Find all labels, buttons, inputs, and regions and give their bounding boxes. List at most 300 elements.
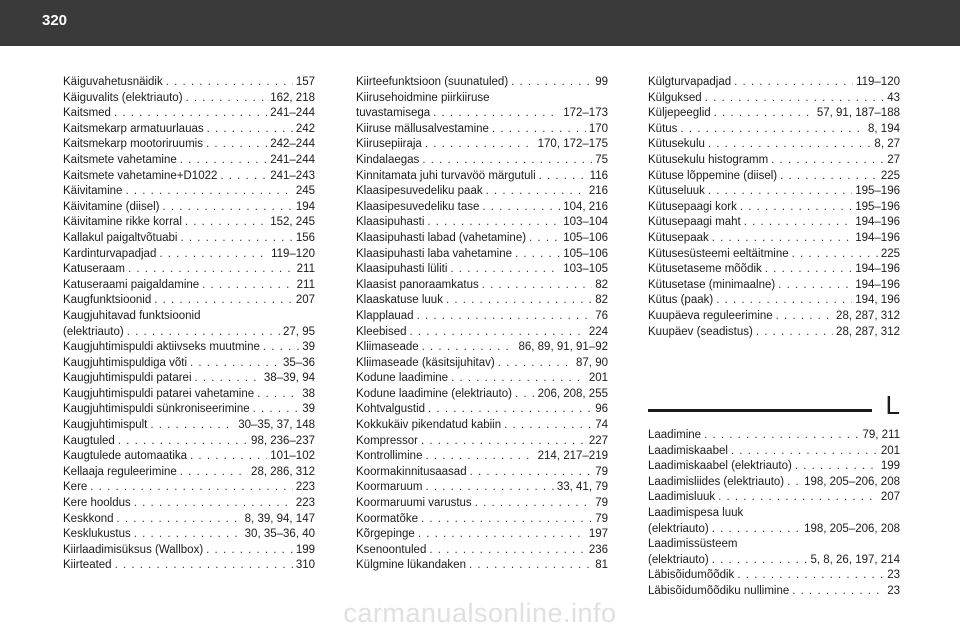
dot-leader [429,543,585,559]
section-header-l [648,390,900,420]
page-reference: 116 [589,169,608,182]
dot-leader [154,293,293,309]
dot-leader [705,91,884,107]
page-reference: 39 [302,341,315,354]
index-term: Kleebised [356,325,407,338]
dot-leader [115,558,293,574]
index-term: Kaugjuhtimispuldi sünkroniseerimine [63,403,250,416]
index-term: (elektriauto) [648,522,709,535]
index-term: Kere [63,481,88,494]
page-reference: 170, 172–175 [537,138,608,151]
dot-leader [771,153,884,169]
dot-leader [207,122,293,138]
index-term: Kütusepaagi kork [648,200,737,213]
page-reference: 195–196 [855,200,900,213]
page-reference: 8, 27 [874,138,900,151]
dot-leader [185,215,267,231]
index-term: Kellaaja reguleerimine [63,465,177,478]
index-entry [648,200,900,216]
index-term: Ksenoontuled [356,543,427,556]
index-column-1 [63,75,315,574]
index-entry [648,215,900,231]
index-term: Kütusesüsteemi eeltäitmine [648,247,789,260]
index-term: Kinnitamata juhi turvavöö märgutuli [356,169,536,182]
dot-leader [90,480,293,496]
index-entry [63,91,315,107]
page-reference: 99 [595,76,608,88]
dot-leader [451,371,586,387]
page-reference: 199 [880,460,900,473]
page-reference: 197 [588,528,608,541]
dot-leader [166,75,293,91]
index-term: Kaitsmed [63,107,111,120]
dot-leader [708,184,852,200]
page-reference: 119–120 [856,76,900,88]
page-reference: 30, 35–36, 40 [244,528,315,541]
index-entry [356,122,608,138]
page-reference: 245 [295,185,315,198]
dot-leader [134,527,242,543]
index-term: Kaugfunktsioonid [63,294,152,307]
dot-leader [731,444,878,460]
index-entry [63,558,315,574]
index-term: Kliimaseade [356,341,419,354]
index-entry [648,293,900,309]
dot-leader [450,262,560,278]
page-reference: 214, 217–219 [537,450,608,463]
index-entry [356,278,608,294]
dot-leader [482,278,592,294]
page-reference: 198, 205–206, 208 [804,475,900,488]
page-reference: 207 [880,491,900,504]
index-entry [63,75,315,91]
dot-leader [150,418,235,434]
page-reference: 79 [595,465,608,478]
index-term: Kaitsmekarp mootoriruumis [63,138,203,151]
page-reference: 172–173 [563,107,608,120]
section-letter: L [885,390,900,420]
index-term: Kliimaseade (käsitsijuhitav) [356,356,495,369]
dot-leader [504,418,592,434]
dot-leader [776,309,833,325]
page-reference: 170 [588,122,608,135]
index-term: Laadimisluuk [648,491,716,504]
index-entry [356,293,608,309]
dot-leader [422,340,516,356]
index-term: Kuupäev (seadistus) [648,325,753,338]
index-term: Kütusepaagi maht [648,216,741,229]
index-term: Kiirteefunktsioon (suunatuled) [356,76,509,88]
page-number: 320 [42,12,68,29]
index-term: Kontrollimine [356,450,423,463]
page-reference: 79, 211 [862,429,900,441]
index-term: Kodune laadimine [356,372,449,385]
dot-leader [195,371,261,387]
index-entry [648,428,900,444]
index-term: Kütusetaseme mõõdik [648,263,762,276]
index-entry [63,387,315,403]
page-reference: 96 [595,403,608,416]
index-term: Kardinturvapadjad [63,247,157,260]
page-reference: 211 [296,263,315,276]
page-reference: 162, 218 [270,91,315,104]
index-entry [63,200,315,216]
dot-leader [206,543,293,559]
dot-leader [410,325,586,341]
dot-leader [792,247,878,263]
dot-leader [418,527,586,543]
page-reference: 28, 286, 312 [251,465,315,478]
dot-leader [787,475,801,491]
index-entry [63,527,315,543]
index-entry [63,356,315,372]
index-term: Käiguvalits (elektriauto) [63,91,183,104]
dot-leader [515,387,535,403]
page-reference: 82 [595,278,608,291]
index-entry [356,465,608,481]
index-entry [63,402,315,418]
index-term: Kaugjuhtimispuldi patarei vahetamine [63,387,255,400]
index-entry [356,262,608,278]
index-entry [63,247,315,263]
dot-leader [470,465,593,481]
page-reference: 33, 41, 79 [556,481,608,494]
page-reference: 216 [588,185,608,198]
index-term-first-line: Laadimispesa luuk [648,506,744,519]
dot-leader [511,75,592,91]
index-term: Kokkukäiv pikendatud kabiin [356,419,502,432]
dot-leader [740,200,852,216]
dot-leader [718,490,878,506]
dot-leader [163,200,293,216]
page-reference: 310 [295,559,315,572]
index-entry [648,568,900,584]
index-entry [356,387,608,403]
index-entry [648,475,900,491]
dot-leader [427,215,560,231]
dot-leader [417,309,593,325]
page-reference: 201 [588,372,608,385]
page-reference: 87, 90 [576,356,608,369]
index-entry [63,231,315,247]
index-term: Klaasipuhasti lüliti [356,263,448,276]
index-term: Kuupäeva reguleerimine [648,309,773,322]
index-term: Kütusekulu [648,138,705,151]
page-reference: 86, 89, 91, 91–92 [518,341,608,354]
index-term: tuvastamisega [356,107,431,120]
dot-leader [428,402,592,418]
page-reference: 57, 91, 187–188 [816,107,900,120]
page-reference: 82 [595,294,608,307]
dot-leader [704,428,859,444]
page-reference: 28, 287, 312 [836,309,900,322]
index-term: Laadimine [648,429,702,441]
page-reference: 195–196 [855,185,900,198]
index-entry [356,356,608,372]
dot-leader [117,512,242,528]
dot-leader [425,480,553,496]
page-reference: 236 [588,543,608,556]
index-term: Kodune laadimine (elektriauto) [356,387,512,400]
page-reference: 227 [588,434,608,447]
index-entry [63,371,315,387]
index-term: Kaugjuhtimispuldi patarei [63,372,192,385]
page-reference: 225 [880,247,900,260]
dot-leader [475,496,593,512]
index-entry [648,122,900,138]
page-reference: 206, 208, 255 [537,387,608,400]
dot-leader [778,278,852,294]
dot-leader [263,340,299,356]
index-entry [63,418,315,434]
page-reference: 74 [595,419,608,432]
index-entry [648,309,900,325]
page-reference: 98, 236–237 [251,434,315,447]
page-reference: 194–196 [855,278,900,291]
dot-leader [515,247,560,263]
page-reference: 241–243 [270,169,315,182]
index-entry [356,558,608,574]
dot-leader [180,153,267,169]
index-term: Kaugjuhtimispuldi aktiivseks muutmine [63,341,260,354]
page-reference: 23 [887,569,900,582]
index-term: Klaasipesuvedeliku tase [356,200,480,213]
header-bar [0,0,960,46]
dot-leader [482,200,560,216]
page-reference: 5, 8, 26, 197, 214 [810,553,900,566]
index-entry [356,418,608,434]
index-term: Kompressor [356,434,418,447]
page-reference: 207 [295,294,315,307]
index-entry [648,184,900,200]
page-reference: 38–39, 94 [263,372,315,385]
index-entry [356,215,608,231]
index-term: Kohtvalgustid [356,403,426,416]
page-reference: 157 [295,76,315,88]
index-term: Kõrgepinge [356,528,415,541]
section-divider [648,409,872,412]
index-entry [63,543,315,559]
page-reference: 38 [302,387,315,400]
page-reference: 194–196 [855,231,900,244]
index-term: Kaugtuled [63,434,115,447]
index-entry [648,247,900,263]
page-reference: 201 [880,444,900,457]
dot-leader [134,496,293,512]
page-reference: 75 [595,153,608,166]
dot-leader [539,169,587,185]
index-column-3-section-l [648,428,900,600]
index-term: Kaitsmekarp armatuurlauas [63,122,204,135]
index-term: Kiirteated [63,559,112,572]
index-term: Kaugtulede automaatika [63,450,188,463]
page-reference: 223 [295,481,315,494]
index-entry [356,137,608,153]
index-entry [63,106,315,122]
index-entry [63,309,315,340]
index-entry [63,278,315,294]
page-reference: 224 [588,325,608,338]
index-term: Kaugjuhtimispuldiga võti [63,356,188,369]
dot-leader [425,137,535,153]
index-entry [356,449,608,465]
page-reference: 103–105 [563,263,608,276]
page-reference: 194 [295,200,315,213]
page-reference: 194, 196 [855,294,900,307]
dot-leader [206,137,267,153]
page-reference: 194–196 [855,216,900,229]
index-term: Klaasipuhasti labad (vahetamine) [356,231,527,244]
dot-leader [421,512,592,528]
index-term: Kaitsmete vahetamine+D1022 [63,169,218,182]
page-reference: 225 [880,169,900,182]
page-reference: 28, 287, 312 [836,325,900,338]
index-entry [63,262,315,278]
index-term: Laadimisliides (elektriauto) [648,475,785,488]
index-entry [648,91,900,107]
page-reference: 39 [302,403,315,416]
dot-leader [714,106,814,122]
index-entry [63,480,315,496]
dot-leader [446,293,592,309]
dot-leader [180,465,248,481]
page-reference: 79 [595,512,608,525]
index-term: Kindalaegas [356,153,420,166]
page-reference: 105–106 [563,231,608,244]
index-term: Koormakinnitusaasad [356,465,467,478]
dot-leader [712,231,852,247]
dot-leader [744,215,853,231]
index-term: Kaitsmete vahetamine [63,153,177,166]
index-term: Kaugjuhtimispult [63,419,148,432]
dot-leader [433,106,560,122]
page-reference: 194–196 [855,263,900,276]
dot-leader [128,262,294,278]
index-entry [648,506,900,537]
index-term: Külguksed [648,91,702,104]
index-entry [356,184,608,200]
index-term: Koormatõke [356,512,419,525]
page-reference: 79 [595,497,608,510]
index-entry [648,444,900,460]
index-entry [356,496,608,512]
index-term: Koormaruumi varustus [356,497,472,510]
dot-leader [159,247,268,263]
page-reference: 241–244 [270,107,315,120]
index-term: Kere hooldus [63,497,131,510]
index-term: Klaaskatuse luuk [356,294,443,307]
index-term: Kütusekulu histogramm [648,153,769,166]
index-entry [356,169,608,185]
page-reference: 43 [887,91,900,104]
index-column-2 [356,75,608,574]
dot-leader [492,122,586,138]
dot-leader [716,293,852,309]
index-term: Läbisõidumõõdik [648,569,735,582]
index-entry [63,137,315,153]
page-reference: 103–104 [563,216,608,229]
dot-leader [795,459,878,475]
dot-leader [118,434,248,450]
dot-leader [125,184,292,200]
page-reference: 81 [595,559,608,572]
dot-leader [127,325,280,341]
index-term: Kiiruse mällusalvestamine [356,122,489,135]
watermark: carmanualsonline.info [343,598,617,628]
index-entry [63,496,315,512]
dot-leader [186,91,268,107]
index-entry [356,480,608,496]
index-term: Kütuse lõppemine (diisel) [648,169,778,182]
index-term: Külgturvapadjad [648,76,732,88]
page-reference: 242–244 [270,138,315,151]
index-term: Külgmine lükandaken [356,559,466,572]
dot-leader [425,449,534,465]
page-reference: 241–244 [270,153,315,166]
index-entry [356,231,608,247]
page-reference: 105–106 [563,247,608,260]
index-term: Kütuseluuk [648,185,705,198]
index-term: Küljepeeglid [648,107,711,120]
index-term: Klaasist panoraamkatus [356,278,479,291]
page-reference: 30–35, 37, 148 [238,419,315,432]
index-term: Klaasipuhasti laba vahetamine [356,247,512,260]
index-entry [356,325,608,341]
dot-leader [202,278,293,294]
dot-leader [180,231,292,247]
page-reference: 119–120 [271,247,315,260]
dot-leader [708,137,872,153]
index-entry [648,459,900,475]
dot-leader [529,231,560,247]
index-term: Kütus [648,122,678,135]
index-entry [356,434,608,450]
index-term: Kiirlaadimisüksus (Wallbox) [63,543,204,556]
index-term: Laadimiskaabel [648,444,728,457]
index-entry [648,490,900,506]
page-reference: 8, 194 [868,122,900,135]
index-entry [648,537,900,568]
dot-leader [422,153,592,169]
dot-leader [734,75,853,91]
page-reference: 156 [295,231,315,244]
index-entry [356,340,608,356]
index-entry [356,543,608,559]
dot-leader [220,169,267,185]
page-reference: 223 [295,497,315,510]
dot-leader [680,122,865,138]
index-entry [356,200,608,216]
index-entry [63,340,315,356]
dot-leader [253,402,300,418]
index-term-first-line: Kiirusehoidmine piirkiiruse [356,91,490,104]
dot-leader [712,522,801,538]
dot-leader [190,356,280,372]
dot-leader [114,106,267,122]
page-reference: 27, 95 [283,325,315,338]
index-entry [63,169,315,185]
index-entry [648,137,900,153]
index-term-first-line: Laadimissüsteem [648,538,738,551]
index-entry [63,449,315,465]
index-entry [63,512,315,528]
index-entry [648,75,900,91]
index-term: (elektriauto) [63,325,124,338]
dot-leader [486,184,586,200]
index-term: Kütus (paak) [648,294,714,307]
index-entry [356,527,608,543]
page-reference: 152, 245 [270,216,315,229]
